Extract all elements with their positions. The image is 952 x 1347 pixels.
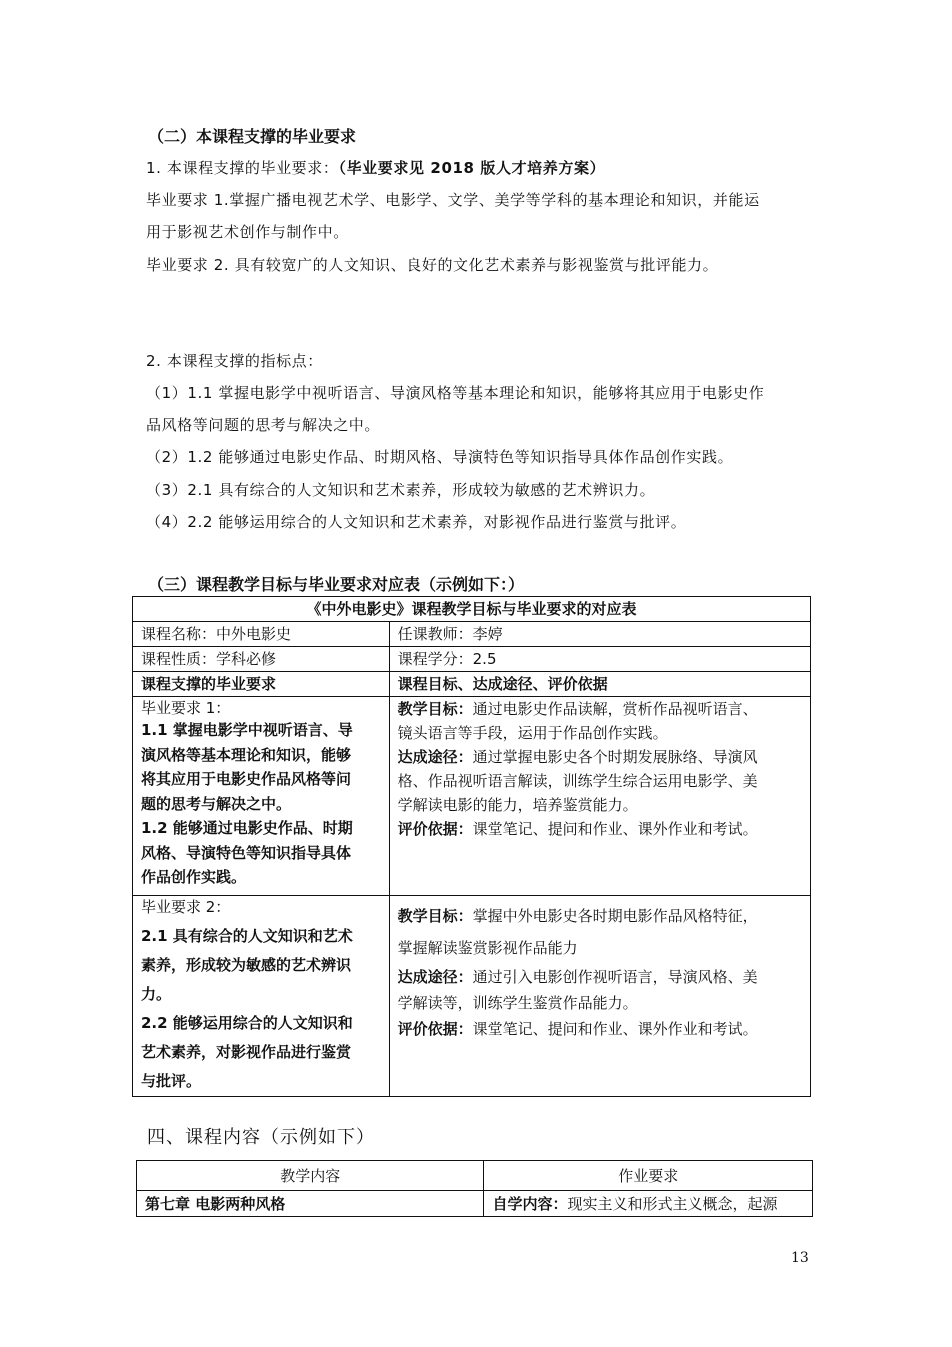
- row1-req-line: 题的思考与解决之中。: [141, 794, 292, 813]
- table-title-row: [133, 597, 811, 622]
- section2-item1: [146, 157, 605, 178]
- row1-requirements: [133, 697, 390, 896]
- section3-heading: （三）课程教学目标与毕业要求对应表（示例如下：）: [148, 575, 525, 594]
- point-2: （2）1.2 能够通过电影史作品、时期风格、导演特色等知识指导具体作品创作实践。: [146, 448, 734, 466]
- section2-item2: 2. 本课程支撑的指标点：: [146, 352, 323, 370]
- course-teacher: 任课教师：李婷: [389, 622, 810, 647]
- section4-heading: 四、课程内容（示例如下）: [147, 1127, 375, 1148]
- selfstudy-text: 现实主义和形式主义概念，起源: [567, 1195, 778, 1213]
- eval-text: 课堂笔记、提问和作业、课外作业和考试。: [472, 820, 758, 838]
- point-1a: （1）1.1 掌握电影学中视听语言、导演风格等基本理论和知识，能够将其应用于电影史作: [146, 384, 765, 402]
- course-nature: 课程性质：学科必修: [133, 647, 390, 672]
- req1-line2: 用于影视艺术创作与制作中。: [146, 223, 349, 241]
- path-text: 学解读电影的能力，培养鉴赏能力。: [397, 796, 638, 814]
- goal-text: 掌握解读鉴赏影视作品能力: [397, 939, 578, 957]
- row2-req-line: 2.1 具有综合的人文知识和艺术: [141, 927, 353, 945]
- row1-req-line: 1.1 掌握电影学中视听语言、导: [141, 721, 353, 739]
- path-text: 学解读等，训练学生鉴赏作品能力。: [397, 994, 638, 1012]
- row1-objectives: [389, 697, 810, 896]
- content-header-row: [137, 1161, 813, 1191]
- content-table: [136, 1160, 813, 1217]
- page-number: 13: [791, 1250, 809, 1266]
- goal-text: 通过电影史作品读解，赏析作品视听语言、: [472, 700, 758, 718]
- table-row: [133, 622, 811, 647]
- table-row: [133, 896, 811, 1097]
- row2-req-line: 艺术素养，对影视作品进行鉴赏: [141, 1043, 352, 1061]
- item1-bold: （毕业要求见 2018 版人才培养方案）: [338, 159, 606, 177]
- course-credits: 课程学分：2.5: [389, 647, 810, 672]
- row2-req-line: 2.2 能够运用综合的人文知识和: [141, 1014, 353, 1032]
- point-3: （3）2.1 具有综合的人文知识和艺术素养，形成较为敏感的艺术辨识力。: [146, 481, 656, 499]
- row2-req-title: 毕业要求 2：: [141, 898, 231, 916]
- table-title: 《中外电影史》课程教学目标与毕业要求的对应表: [133, 597, 811, 622]
- eval-label: 评价依据：: [397, 1020, 473, 1038]
- row1-req-line: 作品创作实践。: [141, 868, 247, 886]
- path-text: 通过掌握电影史各个时期发展脉络、导演风: [472, 748, 758, 766]
- eval-label: 评价依据：: [397, 820, 473, 838]
- row2-requirements: [133, 896, 390, 1097]
- section2-heading: （二）本课程支撑的毕业要求: [148, 127, 357, 146]
- content-homework: [484, 1191, 813, 1217]
- table-row: [133, 647, 811, 672]
- point-1b: 品风格等问题的思考与解决之中。: [146, 416, 381, 434]
- path-text: 通过引入电影创作视听语言，导演风格、美: [472, 968, 758, 986]
- point-4: （4）2.2 能够运用综合的人文知识和艺术素养，对影视作品进行鉴赏与批评。: [146, 513, 687, 531]
- goal-label: 教学目标：: [397, 907, 473, 925]
- row1-req-line: 演风格等基本理论和知识，能够: [141, 745, 352, 764]
- row2-objectives: [389, 896, 810, 1097]
- goal-text: 掌握中外电影史各时期电影作品风格特征，: [472, 907, 758, 925]
- goal-text: 镜头语言等手段，运用于作品创作实践。: [397, 724, 668, 742]
- col-header-objectives: 课程目标、达成途径、评价依据: [389, 672, 810, 697]
- table-header-row: [133, 672, 811, 697]
- col-header-content: 教学内容: [137, 1161, 484, 1191]
- goal-label: 教学目标：: [397, 700, 473, 718]
- path-text: 格、作品视听语言解读，训练学生综合运用电影学、美: [397, 772, 758, 790]
- table-row: [133, 697, 811, 896]
- col-header-requirements: 课程支撑的毕业要求: [133, 672, 390, 697]
- req1-line1: 毕业要求 1.掌握广播电视艺术学、电影学、文学、美学等学科的基本理论和知识，并能运: [146, 191, 760, 209]
- row1-req-line: 1.2 能够通过电影史作品、时期: [141, 819, 353, 837]
- col-header-homework: 作业要求: [484, 1161, 813, 1191]
- row1-req-line: 风格、导演特色等知识指导具体: [141, 843, 352, 862]
- content-chapter: 第七章 电影两种风格: [137, 1191, 484, 1217]
- row2-req-line: 素养，形成较为敏感的艺术辨识: [141, 956, 352, 974]
- path-label: 达成途径：: [397, 968, 473, 986]
- row1-req-title: 毕业要求 1：: [141, 699, 231, 717]
- course-name: 课程名称：中外电影史: [133, 622, 390, 647]
- item1-prefix: 1. 本课程支撑的毕业要求：: [146, 159, 339, 177]
- row2-req-line: 力。: [141, 985, 172, 1003]
- eval-text: 课堂笔记、提问和作业、课外作业和考试。: [472, 1020, 758, 1038]
- path-label: 达成途径：: [397, 748, 473, 766]
- objectives-table: [132, 596, 811, 1097]
- row2-req-line: 与批评。: [141, 1072, 202, 1090]
- selfstudy-label: 自学内容：: [492, 1195, 568, 1213]
- req2: 毕业要求 2. 具有较宽广的人文知识、良好的文化艺术素养与影视鉴赏与批评能力。: [146, 256, 719, 274]
- content-row: [137, 1191, 813, 1217]
- row1-req-line: 将其应用于电影史作品风格等问: [141, 770, 352, 788]
